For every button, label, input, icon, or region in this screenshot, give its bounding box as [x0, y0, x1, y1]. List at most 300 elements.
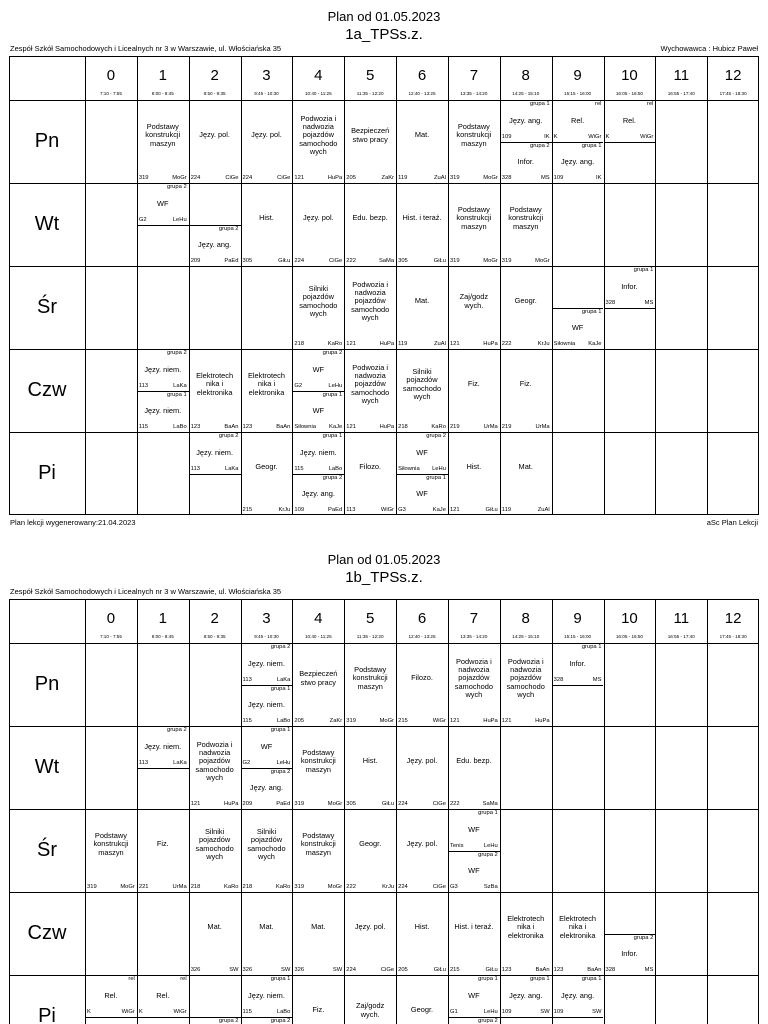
lesson-cell[interactable]	[552, 142, 604, 184]
subject-name: Geogr.	[255, 462, 278, 472]
lesson-cell[interactable]	[292, 100, 344, 183]
teacher-code: MoGr	[483, 175, 498, 181]
teacher-code: LeHu	[276, 759, 291, 766]
timetable-sheet	[0, 543, 768, 1024]
lesson-cell[interactable]	[448, 726, 500, 809]
teacher-code: KaRo	[224, 884, 239, 890]
period-number: 10	[621, 67, 638, 84]
period-number: 5	[366, 67, 375, 84]
group-divider	[500, 1017, 552, 1018]
group-label: grupa 2	[218, 433, 239, 439]
lesson-cell[interactable]	[241, 892, 293, 975]
lesson-cell[interactable]	[292, 809, 344, 892]
room: 123	[553, 967, 564, 973]
lesson-cell[interactable]	[448, 975, 500, 1017]
group-label: grupa 1	[322, 391, 343, 398]
subject-name: Elektrotech nika i elektronika	[196, 371, 234, 397]
lesson-cell[interactable]	[292, 266, 344, 349]
lesson-cell[interactable]	[396, 809, 448, 892]
lesson-cell[interactable]	[500, 100, 552, 142]
teacher-code: WiGr	[121, 1008, 135, 1015]
lesson-cell[interactable]	[448, 100, 500, 183]
group-divider	[604, 308, 656, 309]
lesson-cell[interactable]	[85, 975, 137, 1017]
school-name: Zespół Szkół Samochodowych i Licealnych nr 3 w Warszawie, ul. Włościańska 35	[10, 587, 282, 596]
teacher-code: WiGr	[432, 718, 446, 724]
room: K	[87, 1008, 91, 1015]
lesson-cell[interactable]	[500, 975, 552, 1017]
teacher-code: KaJe	[329, 424, 343, 430]
room: 115	[138, 424, 149, 430]
room: 113	[138, 759, 149, 766]
teacher-code: UrMa	[535, 424, 550, 430]
group-label: grupa 1	[270, 685, 291, 692]
lesson-cell[interactable]	[396, 975, 448, 1024]
group-label: grupa 1	[581, 308, 602, 315]
teacher-code: GiŁu	[485, 507, 498, 513]
period-number: 0	[106, 610, 116, 627]
teacher-code: KaRo	[275, 884, 291, 890]
lesson-cell[interactable]	[241, 975, 293, 1017]
subject-name: Podwozia i nadwozia pojazdów samochodo wych	[454, 657, 493, 699]
period-time: 11:35 - 12:20	[356, 634, 384, 639]
teacher-code: UrMa	[172, 884, 187, 890]
lesson-cell[interactable]	[396, 432, 448, 474]
lesson-cell[interactable]	[137, 391, 189, 433]
lesson-cell[interactable]	[396, 266, 448, 349]
room: 224	[190, 175, 201, 181]
lesson-cell[interactable]	[292, 892, 344, 975]
lesson-cell[interactable]	[552, 643, 604, 685]
subject-name: Hist.	[362, 756, 378, 766]
teacher-code: HuPa	[535, 718, 550, 724]
subject-name: Filozo.	[411, 673, 433, 683]
room: 115	[242, 1008, 252, 1015]
teacher-code: HuPa	[327, 175, 343, 181]
room: 218	[190, 884, 201, 890]
subject-name: Języ. pol.	[302, 213, 334, 223]
teacher-code: SW	[229, 967, 239, 973]
lesson-cell[interactable]	[448, 851, 500, 893]
lesson-cell[interactable]	[189, 225, 241, 267]
teacher-code: HuPa	[224, 801, 239, 807]
group-divider	[552, 142, 604, 143]
group-divider	[241, 685, 293, 686]
teacher-code: WiGr	[380, 507, 395, 513]
room: 224	[346, 967, 356, 973]
room: 222	[501, 341, 512, 347]
room: G3	[449, 884, 458, 890]
lesson-cell[interactable]	[604, 266, 656, 308]
subject-name: Mat.	[207, 922, 222, 932]
lesson-cell[interactable]	[344, 100, 396, 183]
lesson-cell[interactable]	[396, 349, 448, 432]
lesson-cell[interactable]	[552, 975, 604, 1017]
lesson-cell[interactable]	[500, 183, 552, 266]
subject-name: Języ. niem.	[248, 700, 285, 710]
room: 113	[346, 507, 356, 513]
period-number: 2	[210, 610, 219, 627]
teacher-code: BaAn	[587, 967, 602, 973]
subject-name: Rel.	[156, 990, 170, 1000]
room: 109	[501, 133, 512, 140]
lesson-cell[interactable]	[344, 643, 396, 726]
lesson-cell[interactable]	[292, 391, 344, 433]
subject-name: Języ. niem.	[144, 364, 182, 374]
teacher-code: BaAn	[535, 967, 550, 973]
subject-name: Edu. bezp.	[456, 756, 492, 766]
period-number: 12	[724, 67, 742, 84]
teacher-code: GiŁu	[433, 258, 446, 264]
subject-name: Podstawy konstrukcji maszyn	[508, 205, 544, 231]
period-number: 3	[262, 610, 271, 627]
period-time: 13:35 - 14:20	[460, 91, 488, 96]
subject-name: WF	[157, 198, 169, 208]
group-divider	[448, 851, 500, 852]
subject-name: Podstawy konstrukcji maszyn	[145, 122, 181, 148]
lesson-cell[interactable]	[189, 726, 241, 809]
period-time: 9:45 - 10:30	[254, 91, 279, 96]
group-label: grupa 1	[270, 727, 291, 733]
lesson-cell[interactable]	[137, 809, 189, 892]
lesson-cell[interactable]	[241, 726, 293, 768]
group-label: grupa 2	[529, 142, 550, 149]
period-number: 12	[724, 610, 742, 627]
lesson-cell[interactable]	[189, 432, 241, 474]
room: 121	[449, 507, 460, 513]
period-time: 14:25 - 15:10	[512, 91, 540, 96]
group-label: grupa 2	[270, 1017, 291, 1024]
lesson-cell[interactable]	[396, 892, 448, 975]
lesson-cell[interactable]	[396, 474, 448, 516]
lesson-cell[interactable]	[500, 643, 552, 726]
room: 219	[501, 424, 512, 430]
lesson-cell[interactable]	[552, 308, 604, 350]
room: 115	[242, 718, 252, 724]
lesson-cell[interactable]	[189, 892, 241, 975]
subject-name: Języ. ang.	[509, 990, 543, 1000]
teacher-code: HuPa	[379, 424, 395, 430]
subject-name: Języ. pol.	[354, 922, 386, 932]
subject-name: Geogr.	[359, 839, 382, 849]
room: 121	[294, 175, 305, 181]
timetable-grid	[9, 56, 759, 515]
class-teacher: Wychowawca : Hubicz Paweł	[660, 44, 758, 53]
period-number: 5	[366, 610, 375, 627]
subject-name: Języ. niem.	[248, 658, 285, 668]
subject-name: Podwozia i nadwozia pojazdów samochodo wych	[351, 280, 390, 322]
teacher-code: LaKa	[224, 465, 239, 472]
teacher-code: PaEd	[328, 507, 343, 513]
period-time: 16:05 - 16:50	[615, 634, 643, 639]
subject-name: Fiz.	[312, 1005, 325, 1015]
lesson-cell[interactable]	[137, 349, 189, 391]
software-label: aSc Plan Lekcji	[706, 518, 758, 527]
teacher-code: GiŁu	[433, 967, 446, 973]
lesson-cell[interactable]	[396, 100, 448, 183]
period-time: 8:50 - 9:35	[203, 91, 226, 96]
period-number: 2	[210, 67, 219, 84]
room: 222	[346, 258, 356, 264]
lesson-cell[interactable]	[448, 432, 500, 515]
lesson-cell[interactable]	[241, 183, 293, 266]
teacher-code: HuPa	[379, 341, 395, 347]
teacher-code: LaBo	[276, 1008, 291, 1015]
lesson-cell[interactable]	[344, 266, 396, 349]
group-label: grupa 1	[633, 267, 654, 273]
group-label: grupa 2	[478, 1017, 498, 1024]
teacher-code: MoGr	[172, 175, 187, 181]
timetable-grid	[9, 599, 759, 1024]
teacher-code: WiGr	[640, 133, 654, 140]
group-label: grupa 1	[581, 976, 602, 982]
lesson-cell[interactable]	[85, 809, 137, 892]
lesson-cell[interactable]	[137, 183, 189, 225]
lesson-cell[interactable]	[448, 1017, 500, 1024]
teacher-code: GiŁu	[381, 801, 395, 807]
day-name: Wt	[34, 755, 60, 778]
subject-name: Hist.	[466, 462, 482, 472]
lesson-cell[interactable]	[292, 349, 344, 391]
group-divider	[604, 142, 656, 143]
subject-name: Języ. niem.	[196, 447, 234, 457]
period-number: 0	[106, 67, 116, 84]
room: 121	[346, 424, 356, 430]
lesson-cell[interactable]	[241, 432, 293, 515]
lesson-cell[interactable]	[448, 892, 500, 975]
lesson-cell[interactable]	[604, 934, 656, 976]
group-divider	[137, 225, 189, 226]
teacher-code: LeHu	[328, 382, 343, 389]
subject-name: Hist.	[414, 922, 430, 932]
lesson-cell[interactable]	[604, 100, 656, 142]
group-label: grupa 2	[218, 225, 239, 232]
lesson-cell[interactable]	[292, 183, 344, 266]
period-number: 8	[521, 610, 530, 627]
subject-name: Silniki pojazdów samochodo wych	[195, 827, 234, 861]
subject-name: Podwozia i nadwozia pojazdów samochodo wych	[351, 363, 390, 405]
teacher-code: BaAn	[276, 424, 291, 430]
period-time: 16:05 - 16:50	[615, 91, 643, 96]
teacher-code: MoGr	[120, 884, 135, 890]
lesson-cell[interactable]	[189, 349, 241, 432]
subject-name: Języ. pol.	[251, 130, 282, 140]
room: 328	[553, 676, 564, 683]
teacher-code: PaEd	[276, 801, 291, 807]
grid-vline	[758, 599, 759, 1024]
lesson-cell[interactable]	[137, 726, 189, 768]
lesson-cell[interactable]	[448, 809, 500, 851]
room: 109	[553, 1008, 564, 1015]
subject-name: WF	[416, 447, 428, 457]
group-label: grupa 2	[167, 184, 187, 190]
room: G2	[294, 382, 303, 389]
lesson-cell[interactable]	[500, 266, 552, 349]
room: 222	[449, 801, 460, 807]
room: Tenis	[449, 842, 464, 849]
period-number: 7	[469, 610, 479, 627]
lesson-cell[interactable]	[137, 100, 189, 183]
teacher-code: MoGr	[327, 801, 343, 807]
lesson-cell[interactable]	[344, 892, 396, 975]
period-time: 12:40 - 13:25	[408, 91, 436, 96]
subject-name: Języ. niem.	[144, 406, 182, 416]
group-divider	[137, 768, 189, 769]
teacher-code: HuPa	[483, 718, 498, 724]
lesson-cell[interactable]	[344, 726, 396, 809]
teacher-code: LeHu	[483, 842, 498, 849]
lesson-cell[interactable]	[241, 809, 293, 892]
period-number: 11	[673, 610, 690, 627]
subject-name: Języ. ang.	[249, 783, 284, 793]
lesson-cell[interactable]	[344, 809, 396, 892]
period-number: 6	[417, 610, 427, 627]
teacher-code: ZaKr	[381, 175, 395, 181]
room: 326	[190, 967, 201, 973]
subject-name: Języ. niem.	[248, 990, 285, 1000]
lesson-cell[interactable]	[241, 100, 293, 183]
room: G3	[398, 507, 406, 513]
period-time: 9:45 - 10:30	[254, 634, 279, 639]
day-name: Wt	[34, 212, 60, 235]
lesson-cell[interactable]	[448, 349, 500, 432]
lesson-cell[interactable]	[396, 183, 448, 266]
teacher-code: BaAn	[224, 424, 239, 430]
grid-vline	[655, 599, 656, 1024]
room: 215	[242, 507, 253, 513]
day-name: Pn	[34, 129, 60, 152]
lesson-cell[interactable]	[344, 432, 396, 515]
lesson-cell[interactable]	[292, 726, 344, 809]
group-divider	[552, 308, 604, 309]
subject-name: Podstawy konstrukcji maszyn	[93, 831, 129, 857]
lesson-cell[interactable]	[137, 975, 189, 1017]
room: 222	[346, 884, 356, 890]
period-time: 14:25 - 15:10	[512, 634, 540, 639]
lesson-cell[interactable]	[448, 266, 500, 349]
group-label: grupa 1	[478, 976, 498, 982]
subject-name: Rel.	[104, 990, 118, 1000]
teacher-code: ZuAl	[434, 341, 446, 347]
subject-name: WF	[468, 824, 480, 834]
subject-name: Elektrotech nika i elektronika	[559, 914, 597, 940]
group-label: grupa 1	[167, 391, 187, 398]
room: 224	[398, 801, 408, 807]
lesson-cell[interactable]	[292, 474, 344, 516]
teacher-code: SW	[592, 1008, 602, 1015]
subject-name: Języ. ang.	[198, 240, 232, 250]
room: K	[553, 133, 558, 140]
subject-name: Języ. pol.	[406, 839, 438, 849]
lesson-cell[interactable]	[344, 349, 396, 432]
lesson-cell[interactable]	[396, 643, 448, 726]
grid-vline	[707, 599, 708, 1024]
room: 113	[138, 382, 149, 389]
period-number: 1	[158, 610, 167, 627]
lesson-cell[interactable]	[292, 432, 344, 474]
day-name: Pi	[38, 461, 56, 484]
subject-name: Podstawy konstrukcji maszyn	[352, 665, 388, 691]
subject-name: Podstawy konstrukcji maszyn	[300, 748, 336, 774]
lesson-cell[interactable]	[552, 100, 604, 142]
lesson-cell[interactable]	[292, 643, 344, 726]
lesson-cell[interactable]	[448, 183, 500, 266]
room: G2	[138, 216, 147, 223]
subject-name: Filozo.	[359, 462, 382, 472]
lesson-cell[interactable]	[552, 892, 604, 975]
lesson-cell[interactable]	[448, 643, 500, 726]
lesson-cell[interactable]	[241, 685, 293, 727]
lesson-cell[interactable]	[292, 975, 344, 1024]
room: 305	[242, 258, 253, 264]
teacher-code: UrMa	[483, 424, 498, 430]
teacher-code: LeHu	[483, 1008, 498, 1015]
subject-name: Fiz.	[519, 379, 532, 389]
lesson-cell[interactable]	[344, 183, 396, 266]
lesson-cell[interactable]	[241, 643, 293, 685]
teacher-code: LeHu	[432, 465, 446, 472]
group-label: grupa 2	[478, 851, 498, 858]
lesson-cell[interactable]	[241, 349, 293, 432]
lesson-cell[interactable]	[241, 1017, 293, 1024]
plan-date: Plan od 01.05.2023	[327, 9, 441, 24]
lesson-cell[interactable]	[500, 432, 552, 515]
lesson-cell[interactable]	[344, 975, 396, 1024]
subject-name: WF	[468, 866, 480, 876]
teacher-code: MS	[644, 967, 654, 973]
lesson-cell[interactable]	[500, 892, 552, 975]
room: 121	[449, 341, 460, 347]
group-divider	[241, 1017, 293, 1018]
teacher-code: MoGr	[483, 258, 498, 264]
room: 328	[605, 299, 616, 306]
room: 319	[449, 258, 460, 264]
teacher-code: SW	[281, 967, 291, 973]
lesson-cell[interactable]	[500, 349, 552, 432]
teacher-code: LaBo	[328, 465, 343, 472]
period-time: 17:45 - 18:30	[719, 91, 747, 96]
lesson-cell[interactable]	[241, 768, 293, 810]
room: 119	[501, 507, 512, 513]
period-time: 15:15 - 16:00	[564, 634, 592, 639]
teacher-code: CiGe	[432, 884, 446, 890]
subject-name: Infor.	[569, 658, 586, 668]
lesson-cell[interactable]	[189, 1017, 241, 1024]
teacher-code: GiŁu	[485, 967, 498, 973]
plan-date: Plan od 01.05.2023	[327, 552, 441, 567]
grid-vline	[758, 56, 759, 515]
room: 109	[501, 1008, 512, 1015]
room: 319	[294, 884, 305, 890]
group-divider	[292, 474, 344, 475]
lesson-cell[interactable]	[189, 100, 241, 183]
lesson-cell[interactable]	[396, 726, 448, 809]
subject-name: WF	[312, 364, 325, 374]
lesson-cell[interactable]	[189, 809, 241, 892]
teacher-code: ZuAl	[434, 175, 446, 181]
subject-name: Geogr.	[514, 296, 537, 306]
group-label: grupa 1	[581, 644, 602, 650]
subject-name: Podwozia i nadwozia pojazdów samochodo wych	[195, 740, 234, 782]
group-label: grupa 1	[426, 474, 446, 481]
day-name: Czw	[27, 378, 67, 401]
subject-name: Języ. ang.	[509, 115, 543, 125]
lesson-cell[interactable]	[500, 142, 552, 184]
subject-name: Języ. pol.	[199, 130, 230, 140]
period-number: 6	[417, 67, 427, 84]
period-number: 9	[573, 67, 582, 84]
group-divider	[137, 391, 189, 392]
